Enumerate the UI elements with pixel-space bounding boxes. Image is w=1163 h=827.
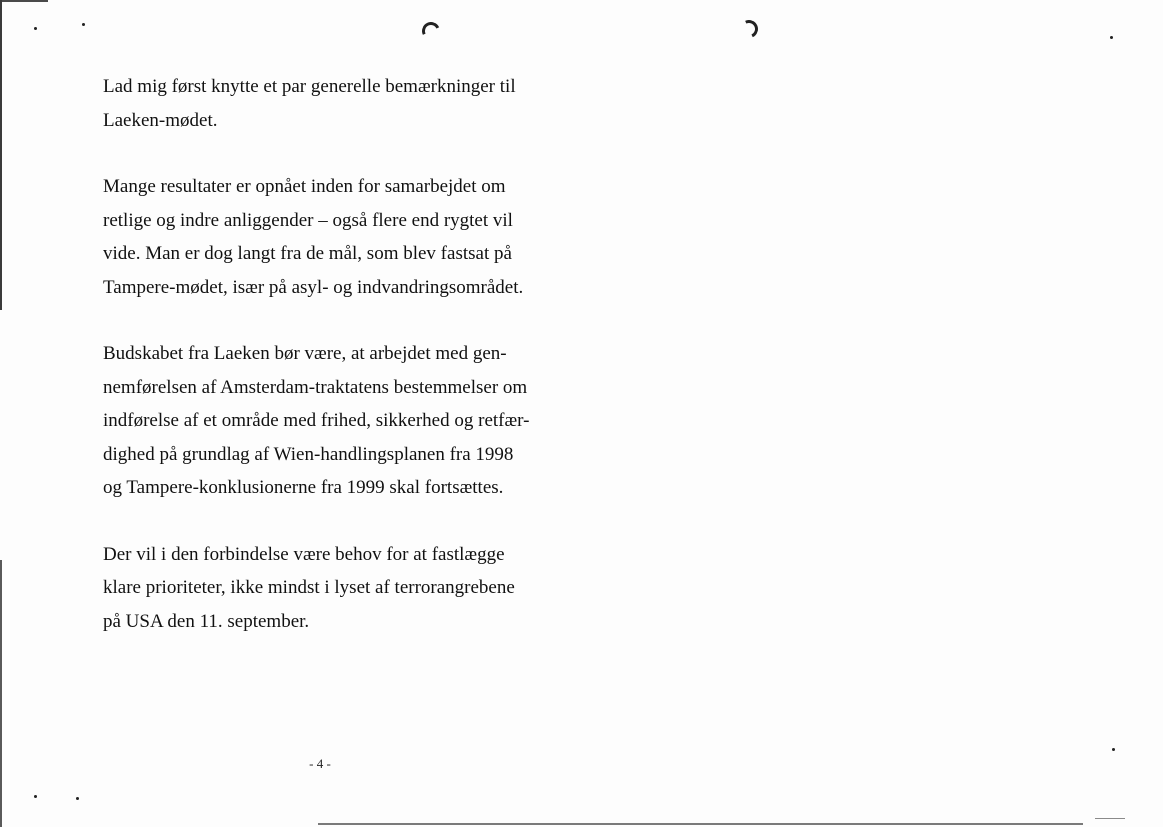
punch-hole-mark bbox=[737, 17, 760, 40]
scan-edge-left bbox=[0, 0, 2, 310]
scan-dot bbox=[76, 797, 79, 800]
text-line: Lad mig først knytte et par generelle bemærkninger til bbox=[103, 76, 516, 97]
scan-dot bbox=[1112, 748, 1115, 751]
text-line: indførelse af et område med frihed, sikkerhed og retfær- bbox=[103, 410, 530, 431]
text-line: nemførelsen af Amsterdam-traktatens bestemmelser om bbox=[103, 376, 528, 398]
text-line: retlige og indre anliggender – også flere end rygtet vil bbox=[103, 209, 513, 231]
scan-bottom-rule bbox=[318, 823, 1083, 825]
text-line: klare prioriteter, ikke mindst i lyset af terrorangrebene bbox=[103, 577, 515, 598]
scan-edge-left-lower bbox=[0, 560, 2, 827]
scan-dot bbox=[34, 27, 37, 30]
scan-edge-top bbox=[0, 0, 48, 2]
scan-dot bbox=[34, 795, 37, 798]
text-line: og Tampere-konklusionerne fra 1999 skal fortsættes. bbox=[103, 477, 504, 498]
paragraph bbox=[103, 70, 563, 137]
paragraph bbox=[103, 538, 563, 639]
text-line: Laeken-mødet. bbox=[103, 109, 218, 131]
text-line: Tampere-mødet, især på asyl- og indvandringsområdet. bbox=[103, 276, 524, 298]
text-line: Der vil i den forbindelse være behov for at fastlægge bbox=[103, 543, 505, 565]
text-line: dighed på grundlag af Wien-handlingsplanen fra 1998 bbox=[103, 443, 514, 465]
scan-dot bbox=[82, 23, 85, 26]
text-line: Budskabet fra Laeken bør være, at arbejdet med gen- bbox=[103, 343, 507, 364]
paragraph bbox=[103, 337, 563, 505]
punch-hole-mark bbox=[419, 19, 442, 42]
text-line: Mange resultater er opnået inden for samarbejdet om bbox=[103, 176, 506, 197]
scan-dot bbox=[1110, 36, 1113, 39]
text-line: på USA den 11. september. bbox=[103, 610, 310, 632]
body-text bbox=[103, 70, 563, 671]
page-number: - 4 - bbox=[309, 756, 331, 771]
paragraph bbox=[103, 170, 563, 304]
scan-bottom-rule-right bbox=[1095, 818, 1125, 819]
text-line: vide. Man er dog langt fra de mål, som blev fastsat på bbox=[103, 243, 512, 264]
